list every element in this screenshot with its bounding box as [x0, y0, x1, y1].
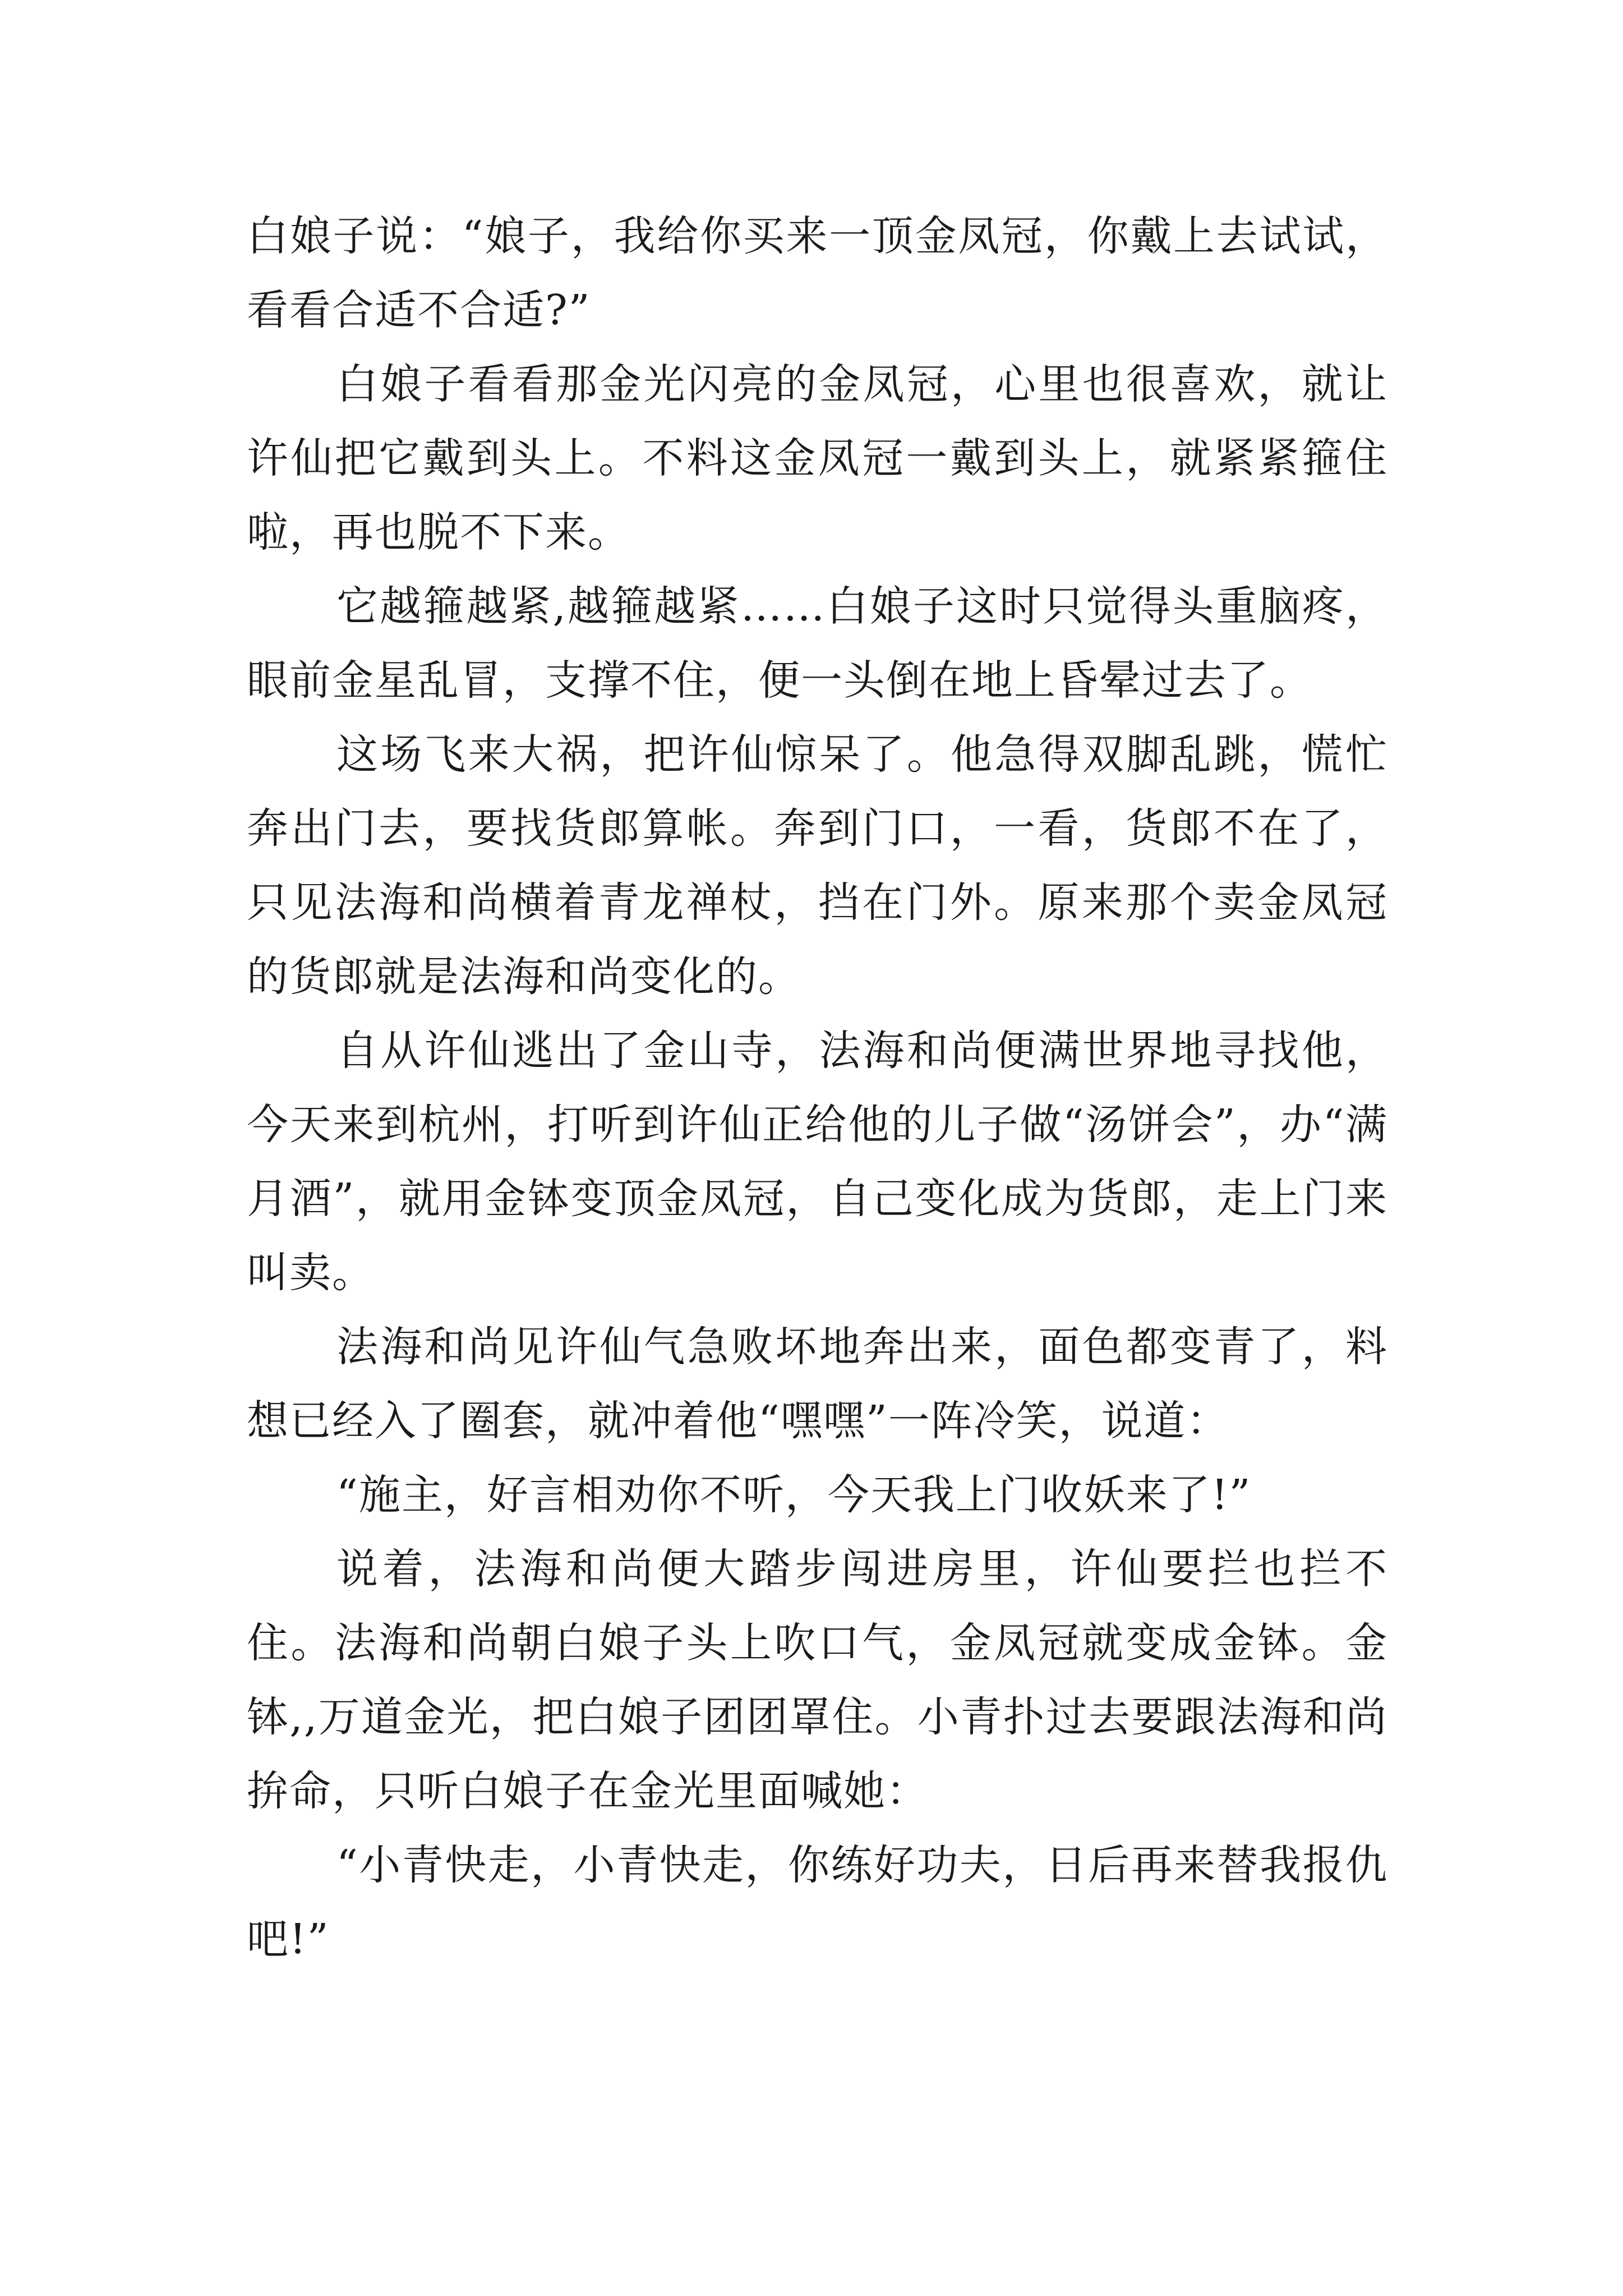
paragraph-1: 白娘子说：“娘子，我给你买来一顶金凤冠，你戴上去试试，看看合适不合适?” [247, 212, 1388, 334]
paragraph-5: 自从许仙逃出了金山寺，法海和尚便满世界地寻找他，今天来到杭州，打听到许仙正给他的儿子做“汤饼会”，办“满月酒”，就用金钵变顶金凤冠，自己变化成为货郎，走上门来叫卖。 [247, 1027, 1388, 1297]
paragraph-7: “施主，好言相劝你不听，今天我上门收妖来了!” [336, 1471, 1252, 1519]
paragraph-9: “小青快走，小青快走，你练好功夫，日后再来替我报仇吧!” [247, 1841, 1388, 1963]
paragraph-2: 白娘子看看那金光闪亮的金凤冠，心里也很喜欢，就让许仙把它戴到头上。不料这金凤冠一戴到头上，就紧紧箍住啦，再也脱不下来。 [247, 360, 1388, 556]
paragraph-6: 法海和尚见许仙气急败坏地奔出来，面色都变青了，料想已经入了圈套，就冲着他“嘿嘿”一阵冷笑，说道： [247, 1323, 1388, 1445]
paragraph-4: 这场飞来大祸，把许仙惊呆了。他急得双脚乱跳，慌忙奔出门去，要找货郎算帐。奔到门口，一看，货郎不在了，只见法海和尚横着青龙禅杖，挡在门外。原来那个卖金凤冠的货郎就是法海和尚变化的。 [247, 730, 1388, 1001]
document-body [247, 199, 1388, 1976]
paragraph-3: 它越箍越紧,越箍越紧……白娘子这时只觉得头重脑疼，眼前金星乱冒，支撑不住，便一头倒在地上昏晕过去了。 [247, 582, 1388, 705]
paragraph-8: 说着，法海和尚便大踏步闯进房里，许仙要拦也拦不住。法海和尚朝白娘子头上吹口气，金凤冠就变成金钵。金钵,,万道金光，把白娘子团团罩住。小青扑过去要跟法海和尚拚命，只听白娘子在金光里面喊她： [247, 1545, 1388, 1815]
